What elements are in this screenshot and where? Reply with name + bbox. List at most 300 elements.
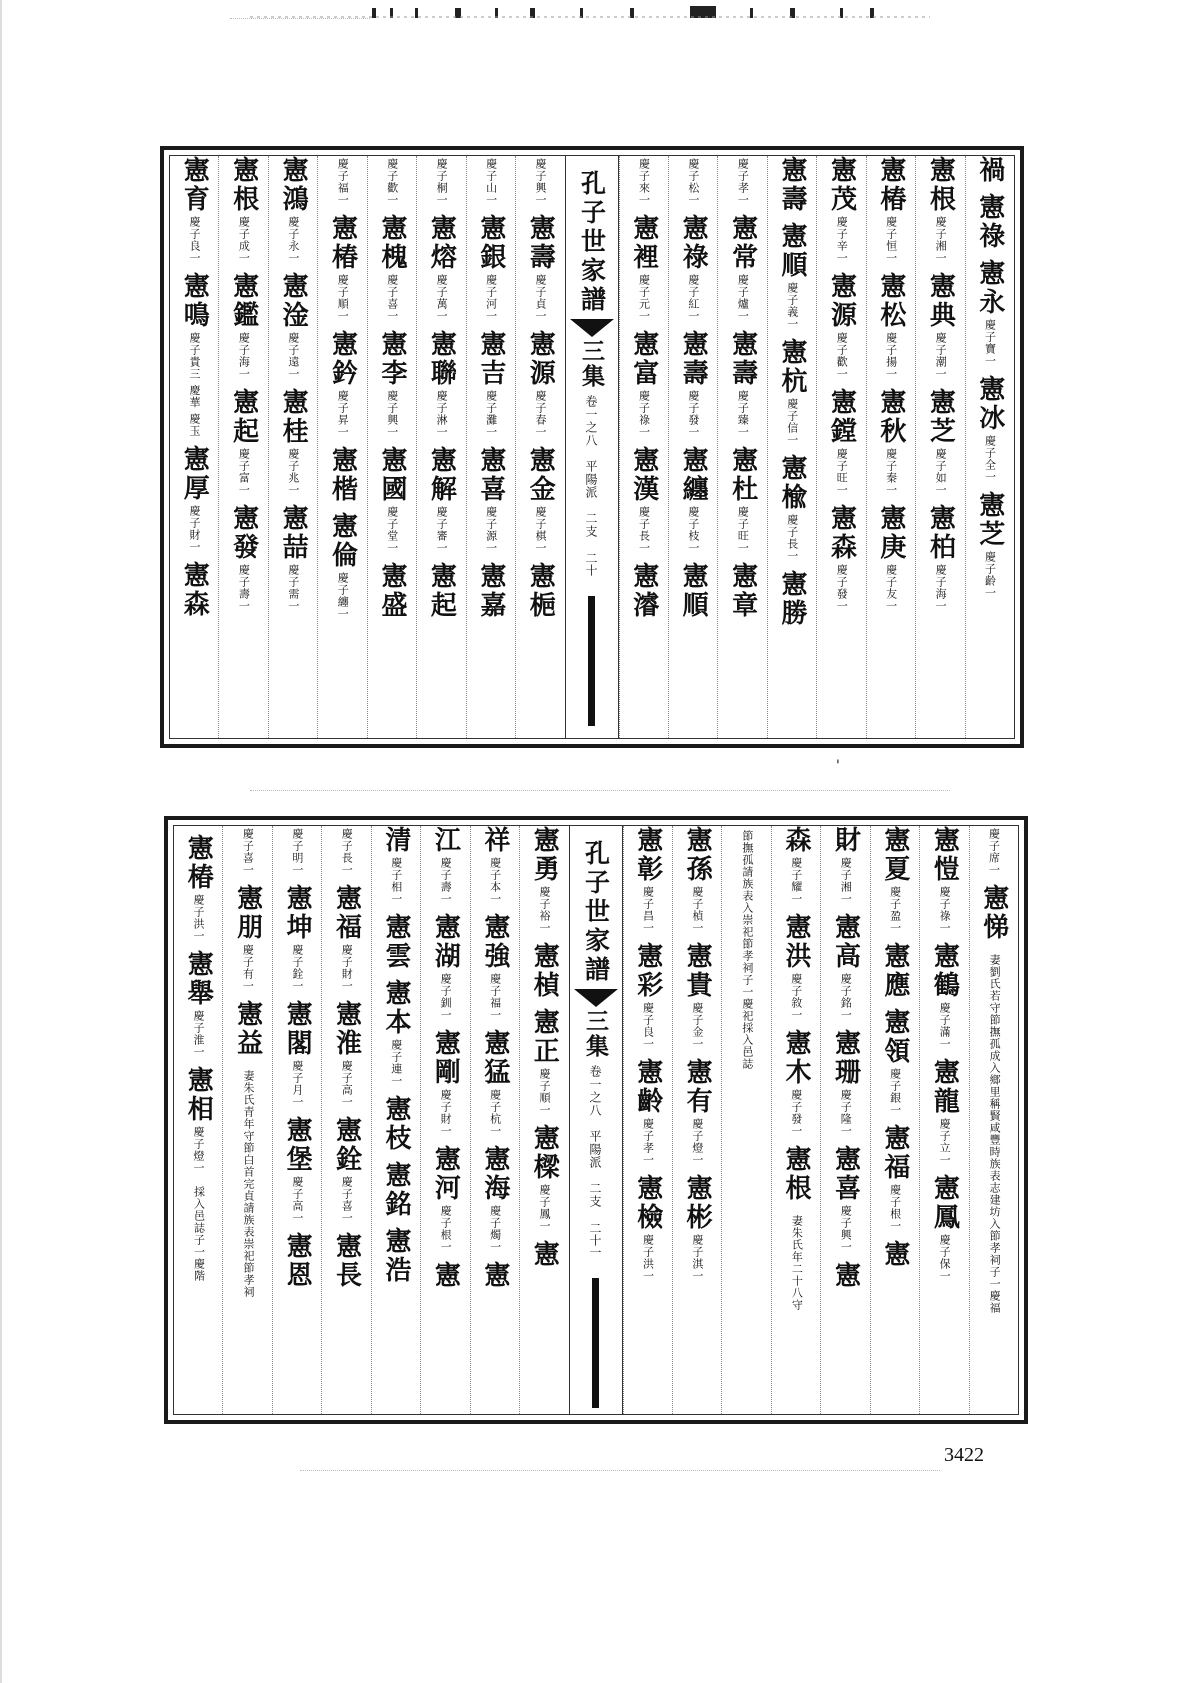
page-left-edge	[0, 0, 2, 1683]
person-name: 憲庚	[875, 504, 906, 562]
person-name: 憲銀	[475, 214, 506, 272]
father-annotation: 慶子海一	[934, 564, 948, 612]
person-entry	[777, 222, 808, 330]
person-name: 憲夏	[879, 826, 910, 884]
person-entry	[727, 214, 758, 322]
person-name: 憲解	[426, 446, 457, 504]
person-entry	[777, 156, 808, 214]
person-entry	[376, 330, 407, 438]
person-name: 憲彬	[682, 1174, 713, 1232]
person-entry	[737, 156, 749, 206]
person-entry	[430, 1029, 461, 1137]
father-annotation: 慶子旺一	[736, 506, 750, 554]
center-bar	[588, 596, 595, 726]
lineage-column	[371, 826, 420, 1414]
father-annotation: 慶子耀一	[789, 857, 803, 905]
person-entry	[376, 214, 407, 322]
person-entry	[925, 388, 956, 496]
person-entry	[430, 913, 461, 1021]
person-entry	[925, 156, 956, 264]
person-entry	[380, 1227, 411, 1285]
person-entry	[525, 446, 556, 554]
person-name: 憲順	[777, 222, 808, 280]
person-entry	[682, 1174, 713, 1282]
person-name: 憲	[830, 1261, 861, 1290]
lineage-column	[416, 156, 465, 738]
person-name: 憲	[879, 1240, 910, 1269]
father-annotation: 慶子財一	[439, 1089, 453, 1137]
person-name: 憲強	[479, 913, 510, 971]
person-entry	[179, 445, 210, 553]
person-name: 憲秋	[875, 388, 906, 446]
person-entry	[232, 1000, 263, 1058]
scan-speck: '	[836, 758, 840, 774]
person-entry	[228, 388, 259, 496]
person-name: 憲發	[228, 504, 259, 562]
person-name: 憲剛	[430, 1029, 461, 1087]
person-name: 憲正	[529, 1008, 560, 1066]
father-annotation: 慶子淋一	[435, 390, 449, 438]
person-name: 憲楡	[777, 454, 808, 512]
person-entry	[475, 446, 506, 554]
person-entry	[475, 330, 506, 438]
father-annotation: 慶子全一	[983, 435, 997, 483]
person-entry	[777, 454, 808, 562]
person-name: 憲根	[228, 156, 259, 214]
person-name: 憲洪	[781, 913, 812, 971]
father-annotation: 慶子福一	[336, 158, 350, 206]
leaf-number: 二十一	[588, 1222, 602, 1258]
father-annotation: 慶子明一	[290, 828, 304, 876]
person-entry	[331, 884, 362, 992]
father-annotation: 慶子銘一	[839, 973, 853, 1021]
person-name: 憲有	[682, 1058, 713, 1116]
father-annotation: 慶子良一	[187, 216, 201, 264]
person-name: 憲猛	[479, 1029, 510, 1087]
person-name: 江	[430, 826, 461, 855]
lineage-column	[218, 156, 267, 738]
panel-grid	[173, 825, 1019, 1415]
person-name: 憲湖	[430, 913, 461, 971]
father-annotation: 慶子枝一	[686, 506, 700, 554]
person-name: 財	[830, 826, 861, 855]
person-entry	[974, 193, 1005, 251]
person-entry	[436, 156, 448, 206]
father-annotation: 慶子興一	[385, 390, 399, 438]
father-annotation: 慶子富一	[237, 448, 251, 496]
lineage-column	[619, 156, 668, 738]
lineage-column	[466, 156, 515, 738]
person-name: 憲堡	[282, 1116, 313, 1174]
father-annotation: 慶子元一	[637, 274, 651, 322]
father-annotation: 慶子順一	[538, 1068, 552, 1116]
person-name: 憲茂	[826, 156, 857, 214]
center-header-column	[565, 156, 619, 738]
father-annotation: 慶子海一	[237, 332, 251, 380]
lineage-column	[272, 826, 321, 1414]
person-name: 憲椿	[875, 156, 906, 214]
biographical-note: 採入邑誌子一慶階	[192, 1186, 206, 1282]
person-entry	[727, 446, 758, 554]
person-entry	[830, 1029, 861, 1137]
person-entry	[327, 214, 358, 322]
person-entry	[925, 272, 956, 380]
father-annotation: 慶子孝一	[641, 1118, 655, 1166]
person-entry	[228, 504, 259, 612]
person-name: 憲柏	[925, 504, 956, 562]
person-name: 憲	[479, 1261, 510, 1290]
lineage-column	[623, 826, 672, 1414]
person-entry	[386, 156, 398, 206]
person-entry	[777, 570, 808, 628]
person-name: 憲	[430, 1261, 461, 1290]
father-annotation: 慶子昌一	[641, 886, 655, 934]
person-entry	[282, 1116, 313, 1224]
person-entry	[525, 214, 556, 322]
father-annotation: 慶子連一	[389, 1039, 403, 1087]
father-annotation: 慶子高一	[290, 1176, 304, 1224]
person-name: 憲厚	[179, 445, 210, 503]
person-entry	[682, 826, 713, 934]
father-annotation: 慶子如一	[934, 448, 948, 496]
person-entry	[479, 1261, 510, 1290]
father-annotation: 慶子燈一	[191, 1126, 205, 1174]
person-entry	[830, 913, 861, 1021]
person-entry	[929, 826, 960, 934]
book-title: 孔子世家譜	[577, 170, 607, 315]
person-entry	[632, 826, 663, 934]
person-entry	[331, 1116, 362, 1224]
person-name: 憲章	[727, 562, 758, 620]
person-name: 憲祿	[678, 214, 709, 272]
person-name: 憲起	[228, 388, 259, 446]
father-annotation: 慶子銓一	[290, 944, 304, 992]
person-name: 憲冰	[974, 375, 1005, 433]
father-annotation: 慶子河一	[484, 274, 498, 322]
father-annotation: 慶子楨一	[690, 886, 704, 934]
person-entry	[380, 1161, 411, 1219]
father-annotation: 慶子祿一	[637, 390, 651, 438]
person-name: 憲常	[727, 214, 758, 272]
lineage-column	[367, 156, 416, 738]
person-name: 憲淮	[331, 1000, 362, 1058]
center-header-column	[569, 826, 623, 1414]
person-entry	[781, 1145, 812, 1203]
person-name: 憲鈐	[327, 330, 358, 388]
person-entry	[628, 446, 659, 554]
person-entry	[525, 330, 556, 438]
dotted-rule-middle	[250, 790, 950, 791]
person-name: 憲鏜	[826, 388, 857, 446]
person-entry	[875, 388, 906, 496]
person-entry	[826, 156, 857, 264]
person-entry	[830, 1145, 861, 1253]
lineage-column	[321, 826, 370, 1414]
person-entry	[974, 156, 1005, 185]
person-name: 憲國	[376, 446, 407, 504]
person-name: 禍	[974, 156, 1005, 185]
father-annotation: 慶子高一	[340, 1060, 354, 1108]
person-name: 憲悌	[978, 884, 1009, 942]
father-annotation: 慶子盈一	[888, 886, 902, 934]
person-entry	[228, 272, 259, 380]
person-entry	[879, 1008, 910, 1116]
father-annotation: 慶子春一	[534, 390, 548, 438]
person-entry	[830, 1261, 861, 1290]
person-name: 憲祿	[974, 193, 1005, 251]
person-name: 憲勝	[777, 570, 808, 628]
person-entry	[682, 1058, 713, 1166]
father-annotation: 慶子臻一	[736, 390, 750, 438]
person-name: 清	[380, 826, 411, 855]
father-annotation: 慶子立一	[938, 1118, 952, 1166]
father-annotation: 慶子杭一	[488, 1089, 502, 1137]
chapter-subtitle: 卷一之八 平陽派 二支	[588, 1065, 602, 1208]
person-name: 憲金	[525, 446, 556, 504]
lineage-column	[668, 156, 717, 738]
person-name: 憲鳴	[179, 272, 210, 330]
person-entry	[327, 446, 358, 504]
father-annotation: 慶子喜一	[241, 828, 255, 876]
father-annotation: 慶子福一	[488, 973, 502, 1021]
person-entry	[278, 388, 309, 496]
person-name: 祥	[479, 826, 510, 855]
page-number: 3422	[944, 1444, 984, 1466]
chapter-subtitle: 卷一之八 平陽派 二支	[584, 395, 598, 538]
person-entry	[826, 272, 857, 380]
person-entry	[380, 913, 411, 971]
person-name: 憲芝	[925, 388, 956, 446]
father-annotation: 慶子隆一	[839, 1089, 853, 1137]
dotted-rule-top	[230, 18, 370, 19]
person-entry	[331, 1000, 362, 1108]
person-name: 憲漢	[628, 446, 659, 504]
person-entry	[282, 884, 313, 992]
person-entry	[628, 214, 659, 322]
person-entry	[479, 1029, 510, 1137]
person-name: 憲椿	[327, 214, 358, 272]
father-annotation: 慶子信一	[785, 398, 799, 446]
person-name: 憲喆	[278, 504, 309, 562]
lineage-column	[866, 156, 915, 738]
person-name: 憲枝	[380, 1095, 411, 1153]
father-annotation: 慶子銀一	[888, 1068, 902, 1116]
father-annotation: 慶子遠一	[286, 332, 300, 380]
person-entry	[632, 942, 663, 1050]
book-title: 孔子世家譜	[581, 840, 611, 985]
person-entry	[678, 562, 709, 620]
person-name: 憲淦	[278, 272, 309, 330]
father-annotation: 慶子淇一	[690, 1234, 704, 1282]
person-name: 森	[781, 826, 812, 855]
person-entry	[426, 214, 457, 322]
father-annotation: 慶子興一	[534, 158, 548, 206]
father-annotation: 慶子紅一	[686, 274, 700, 322]
father-annotation: 慶子本一	[488, 857, 502, 905]
person-name: 憲富	[628, 330, 659, 388]
person-name: 憲源	[826, 272, 857, 330]
person-name: 憲李	[376, 330, 407, 388]
person-entry	[925, 504, 956, 612]
lineage-column	[721, 826, 770, 1414]
person-entry	[426, 446, 457, 554]
person-name: 憲閣	[282, 1000, 313, 1058]
father-annotation: 慶子萬一	[435, 274, 449, 322]
fishtail-mark-icon	[574, 989, 618, 1007]
father-annotation: 慶子潮一	[934, 332, 948, 380]
person-entry	[525, 562, 556, 620]
lineage-column	[820, 826, 869, 1414]
dotted-rule-bottom	[300, 1470, 940, 1471]
father-annotation: 慶子相一	[389, 857, 403, 905]
person-entry	[331, 1232, 362, 1290]
father-annotation: 慶子義一	[785, 282, 799, 330]
person-entry	[875, 156, 906, 264]
person-name: 憲壽	[777, 156, 808, 214]
person-entry	[291, 826, 303, 876]
lineage-column	[317, 156, 366, 738]
lineage-column	[170, 156, 218, 738]
person-name: 憲嘉	[475, 562, 506, 620]
person-name: 憲勇	[529, 826, 560, 884]
center-bar	[592, 1278, 599, 1408]
father-annotation: 慶子根一	[888, 1184, 902, 1232]
person-entry	[929, 1058, 960, 1166]
biographical-note: 妻劉氏若守節撫孤成入鄉里稱賢咸豐時族表志建坊入節孝祠子一慶福	[988, 954, 1002, 1314]
person-name: 憲龍	[929, 1058, 960, 1116]
person-name: 憲本	[380, 979, 411, 1037]
person-entry	[380, 979, 411, 1087]
person-entry	[638, 156, 650, 206]
person-entry	[781, 913, 812, 1021]
person-name: 憲海	[479, 1145, 510, 1203]
person-name: 憲熔	[426, 214, 457, 272]
father-annotation: 慶子長一	[340, 828, 354, 876]
father-annotation: 慶子山一	[484, 158, 498, 206]
person-entry	[727, 562, 758, 620]
father-annotation: 慶子松一	[686, 158, 700, 206]
father-annotation: 慶子金一	[690, 1002, 704, 1050]
person-entry	[179, 156, 210, 264]
person-entry	[529, 1008, 560, 1116]
father-annotation: 慶子恒一	[884, 216, 898, 264]
person-entry	[426, 562, 457, 620]
person-name: 憲朋	[232, 884, 263, 942]
father-annotation: 慶子秦一	[884, 448, 898, 496]
person-entry	[183, 950, 214, 1058]
person-entry	[479, 1145, 510, 1253]
father-annotation: 慶子祿一	[938, 886, 952, 934]
father-annotation: 慶子良一	[641, 1002, 655, 1050]
person-entry	[430, 1261, 461, 1290]
father-annotation: 慶子寶一	[983, 319, 997, 367]
father-annotation: 慶子桐一	[435, 158, 449, 206]
father-annotation: 慶子興一	[839, 1205, 853, 1253]
father-annotation: 慶子歡一	[385, 158, 399, 206]
person-entry	[179, 561, 210, 619]
person-name: 憲壽	[727, 330, 758, 388]
person-entry	[376, 446, 407, 554]
lineage-column	[515, 156, 564, 738]
person-name: 憲木	[781, 1029, 812, 1087]
person-entry	[485, 156, 497, 206]
leaf-number: 二十	[584, 552, 598, 576]
lineage-column	[771, 826, 820, 1414]
person-name: 憲雲	[380, 913, 411, 971]
person-entry	[682, 942, 713, 1050]
panel-grid	[169, 155, 1015, 739]
person-entry	[479, 913, 510, 1021]
father-annotation: 慶子喜一	[340, 1176, 354, 1224]
father-annotation: 慶子財一	[187, 505, 201, 553]
person-entry	[380, 1095, 411, 1153]
father-annotation: 慶子席一	[987, 828, 1001, 876]
person-name: 憲福	[331, 884, 362, 942]
person-entry	[678, 330, 709, 438]
person-name: 憲珊	[830, 1029, 861, 1087]
father-annotation: 慶子燭一	[488, 1205, 502, 1253]
person-entry	[475, 214, 506, 322]
father-annotation: 慶子喜一	[385, 274, 399, 322]
father-annotation: 慶子長一	[785, 514, 799, 562]
genealogy-panel-upper	[160, 146, 1024, 748]
person-entry	[727, 330, 758, 438]
person-name: 憲濬	[628, 562, 659, 620]
person-entry	[376, 562, 407, 620]
father-annotation: 慶子鳳一	[538, 1184, 552, 1232]
person-entry	[879, 1124, 910, 1232]
person-entry	[337, 156, 349, 206]
person-name: 憲喜	[830, 1145, 861, 1203]
person-entry	[988, 826, 1000, 876]
person-entry	[278, 504, 309, 612]
father-annotation: 慶子燈一	[690, 1118, 704, 1166]
genealogy-panel-lower	[164, 816, 1028, 1424]
lineage-column	[915, 156, 964, 738]
person-name: 憲順	[678, 562, 709, 620]
father-annotation: 慶子滿一	[938, 1002, 952, 1050]
person-name: 憲彰	[632, 826, 663, 884]
person-entry	[529, 1124, 560, 1232]
person-name: 憲銘	[380, 1161, 411, 1219]
person-name: 憲鶴	[929, 942, 960, 1000]
person-name: 憲盛	[376, 562, 407, 620]
person-entry	[826, 504, 857, 612]
person-name: 憲鑑	[228, 272, 259, 330]
person-entry	[628, 562, 659, 620]
person-name: 憲鳳	[929, 1174, 960, 1232]
father-annotation: 慶子棋一	[534, 506, 548, 554]
person-entry	[327, 330, 358, 438]
person-entry	[929, 942, 960, 1050]
person-name: 憲桂	[278, 388, 309, 446]
person-entry	[426, 330, 457, 438]
person-entry	[875, 504, 906, 612]
person-entry	[628, 330, 659, 438]
person-entry	[974, 259, 1005, 367]
person-name: 憲杭	[777, 338, 808, 396]
person-entry	[826, 388, 857, 496]
father-annotation: 慶子發一	[686, 390, 700, 438]
person-name: 憲根	[781, 1145, 812, 1203]
person-entry	[430, 1145, 461, 1253]
person-entry	[781, 826, 812, 905]
person-entry	[529, 826, 560, 934]
father-annotation: 慶子灘一	[484, 390, 498, 438]
father-annotation: 慶子齡一	[983, 551, 997, 599]
person-entry	[242, 826, 254, 876]
person-name: 憲	[529, 1240, 560, 1269]
